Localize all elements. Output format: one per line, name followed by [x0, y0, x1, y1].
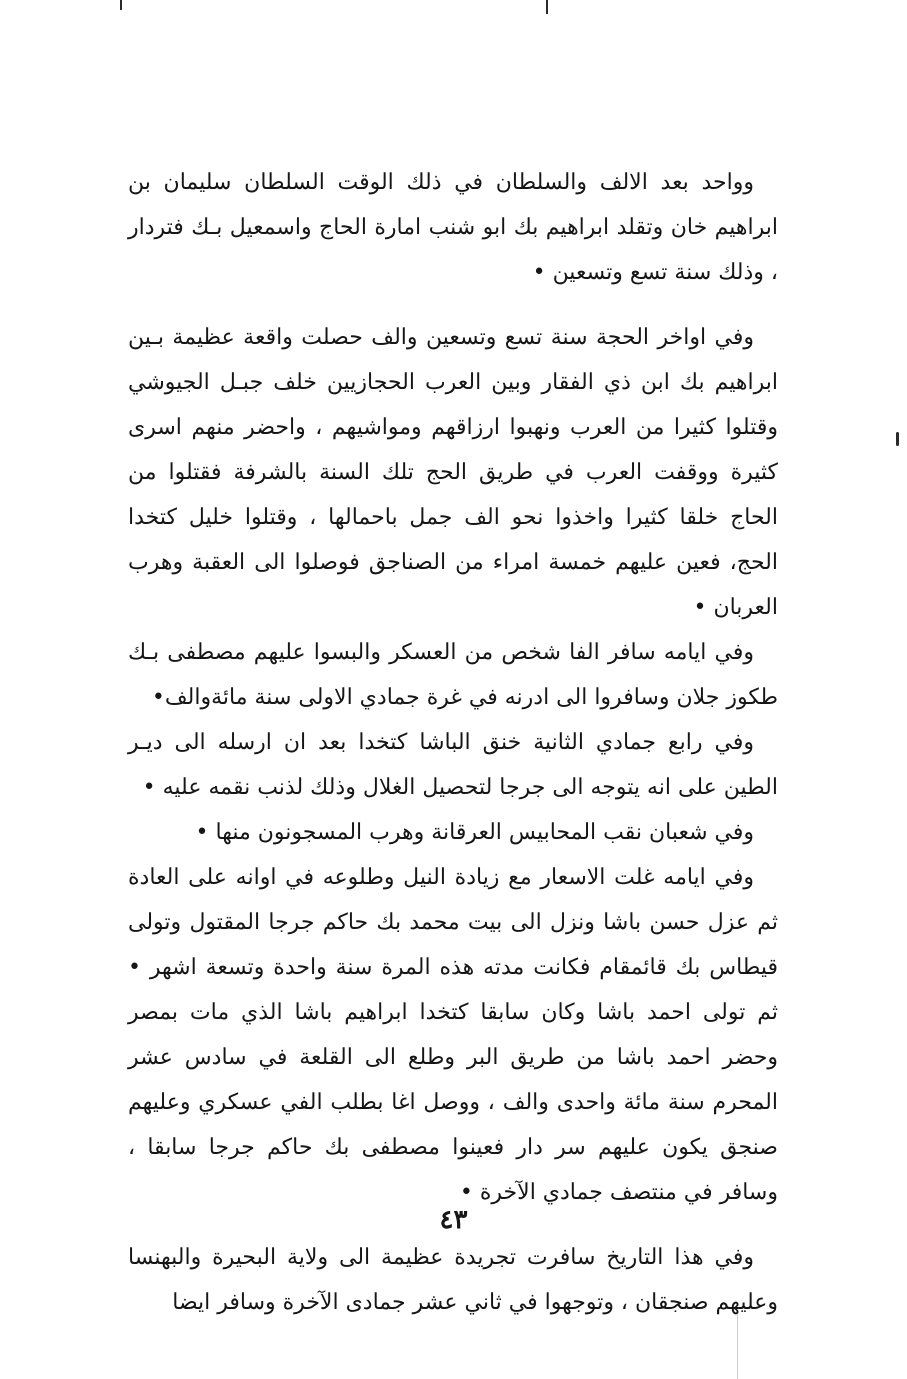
- body-text: [128, 160, 778, 1325]
- paragraph: وفي هذا التاريخ سافرت تجريدة عظيمة الى ولاية البحيرة والبهنسا وعليهم صنجقان ، وتوجهوا في ثاني عشر جمادى الآخرة وسافر ايضا: [128, 1245, 778, 1315]
- paragraph: وفي رابع جمادي الثانية خنق الباشا كتخدا بعد ان ارسله الى ديـر الطين على انه يتوجه الى جرجا لتحصيل الغلال وذلك لذنب نقمه عليه •: [128, 730, 778, 800]
- scan-artifact-spot: [896, 432, 899, 446]
- paragraph: وفي ايامه غلت الاسعار مع زيادة النيل وطلوعه في اوانه على العادة ثم عزل حسن باشا ونزل الى بيت محمد بك حاكم جرجا المقتول وتولى قيطاس بك قائمقام فكانت مدته هذه المرة سنة واحدة وتسعة اشهر • ثم تولى احمد باشا وكان سابقا كتخدا ابراهيم باشا الذي مات بمصر وحضر احمد باشا من طريق البر وطلع الى القلعة في سادس عشر المحرم سنة مائة واحدى والف ، ووصل اغا بطلب الفي عسكري وعليهم صنجق يكون عليهم سر دار فعينوا مصطفى بك حاكم جرجا سابقا ، وسافر في منتصف جمادي الآخرة •: [128, 865, 778, 1205]
- page-number: ٤٣: [439, 1205, 468, 1235]
- paragraph: وفي شعبان نقب المحابيس العرقانة وهرب المسجونون منها •: [195, 820, 754, 845]
- paragraph: وفي اواخر الحجة سنة تسع وتسعين والف حصلت واقعة عظيمة بـين ابراهيم بك ابن ذي الفقار وبين العرب الحجازيين خلف جبـل الجيوشي وقتلوا كثيرا من العرب ونهبوا ارزاقهم ومواشيهم ، واحضر منهم اسرى كثيرة ووقفت العرب في طريق الحج تلك السنة بالشرفة فقتلوا من الحاج خلقا كثيرا واخذوا نحو الف جمل باحمالها ، وقتلوا خليل كتخدا الحج، فعين عليهم خمسة امراء من الصناجق فوصلوا الى العقبة وهرب العربان •: [128, 325, 778, 620]
- scan-artifact-mark: [546, 0, 548, 14]
- scan-artifact-mark: [120, 0, 122, 10]
- paragraph: وواحد بعد الالف والسلطان في ذلك الوقت السلطان سليمان بن ابراهيم خان وتقلد ابراهيم بك ابو شنب امارة الحاج واسمعيل بـك فتردار ، وذلك سنة تسع وتسعين •: [128, 170, 778, 285]
- paragraph: وفي ايامه سافر الفا شخص من العسكر والبسوا عليهم مصطفى بـك طكوز جلان وسافروا الى ادرنه في غرة جمادي الاولى سنة مائةوالف•: [128, 640, 778, 710]
